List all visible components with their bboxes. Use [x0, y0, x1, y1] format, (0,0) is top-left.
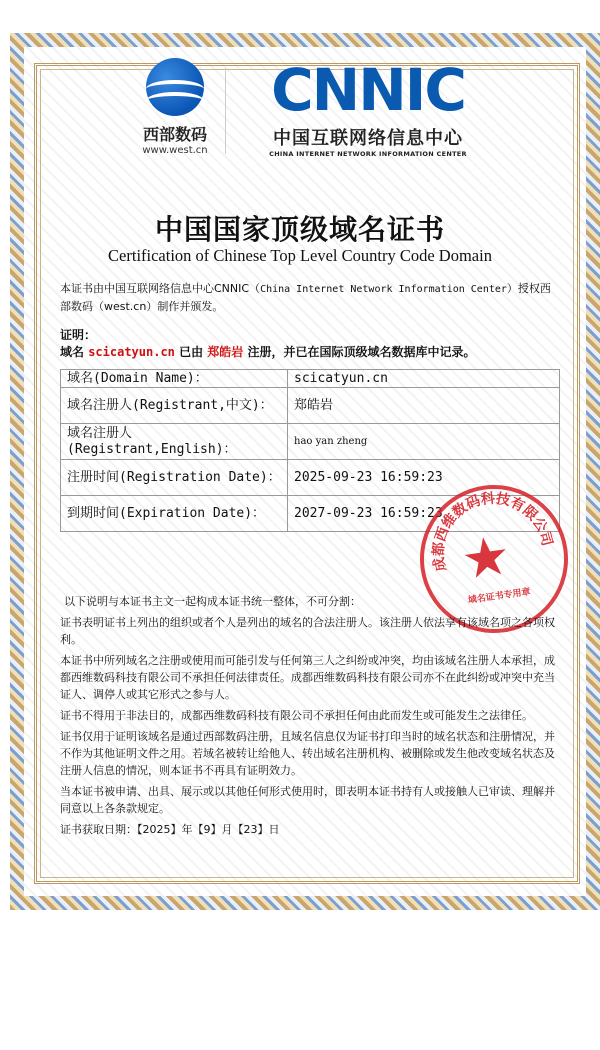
- row-key: 到期时间(Expiration Date)：: [61, 496, 288, 532]
- proof-label: 证明：: [60, 328, 97, 342]
- intro-text: [60, 280, 560, 315]
- west-logo-url: www.west.cn: [142, 145, 208, 156]
- row-value: hao yan zheng: [288, 424, 560, 460]
- row-value: scicatyun.cn: [288, 370, 560, 388]
- seal-ring-label: 成都西维数码科技有限公司: [430, 490, 555, 573]
- west-logo: [130, 58, 220, 156]
- intro-part1: 本证书由中国互联网络信息中心CNNIC（: [60, 282, 261, 295]
- row-key: 域名注册人(Registrant,中文)：: [61, 388, 288, 424]
- cnnic-logo-cn: 中国互联网络信息中心: [273, 128, 463, 149]
- intro-part2: ）授权西部数码（west.cn）制作并颁发。: [60, 282, 551, 313]
- row-key: 域名注册人(Registrant,English)：: [61, 424, 288, 460]
- row-value: 2025-09-23 16:59:23: [288, 460, 560, 496]
- proof-domain: scicatyun.cn: [88, 345, 175, 359]
- seal-sub-label: 域名证书专用章: [467, 587, 532, 606]
- proof-statement: [60, 343, 580, 360]
- intro-en: China Internet Network Information Center: [260, 284, 507, 295]
- terms-item: 当本证书被申请、出具、展示或以其他任何形式使用时，即表明本证书持有人或接触人已审读、理解并同意以上各条款规定。: [60, 785, 555, 815]
- west-globe-icon: [146, 58, 204, 116]
- row-key: 域名(Domain Name)：: [61, 370, 288, 388]
- terms-item: 证书表明证书上列出的组织或者个人是列出的域名的合法注册人。该注册人依法享有该域名项之各项权利。: [60, 616, 555, 646]
- issue-date: 证书获取日期：【2025】年【9】月【23】日: [60, 823, 280, 836]
- proof-suffix: 注册，并已在国际顶级域名数据库中记录。: [247, 345, 476, 359]
- cnnic-logo: [258, 56, 478, 158]
- proof-prefix: 域名: [60, 345, 85, 359]
- west-logo-name: 西部数码: [142, 125, 207, 144]
- terms-item: 证书仅用于证明该域名是通过西部数码注册，且域名信息仅为证书打印当时的域名状态和注册情况，并不作为其他证明文件之用。若域名被转让给他人、转出域名注册机构、被删除或发生他改变域名状态及注册人信息的情况，则本证书不再具有证明效力。: [60, 730, 555, 777]
- proof-middle: 已由: [179, 345, 204, 359]
- cnnic-logo-mark: CNNIC: [271, 56, 465, 124]
- terms-item: 证书不得用于非法目的，成都西维数码科技有限公司不承担任何由此而发生或可能发生之法律任。: [60, 709, 533, 722]
- table-row: [61, 388, 560, 424]
- star-icon: ★: [457, 523, 515, 593]
- terms-item: 本证书中所列域名之注册或使用而可能引发与任何第三人之纠纷或冲突，均由该域名注册人本承担，成都西维数码科技有限公司不承担任何法律责任。成都西维数码科技有限公司亦不在此纠纷或冲突中充当证人、调停人或其它形式之参与人。: [60, 654, 555, 701]
- table-row: [61, 424, 560, 460]
- certificate-title-en: Certification of Chinese Top Level Country Code Domain: [108, 246, 492, 265]
- terms-section: [60, 593, 560, 842]
- proof-registrant: 郑皓岩: [207, 345, 244, 359]
- logo-divider: [225, 68, 226, 154]
- table-row: [61, 370, 560, 388]
- certificate-title: 中国国家顶级域名证书: [154, 213, 445, 246]
- row-value: 2027-09-23 16:59:23: [288, 496, 560, 532]
- terms-heading: 以下说明与本证书主文一起构成本证书统一整体，不可分割：: [64, 595, 361, 608]
- row-value: 郑皓岩: [288, 388, 560, 424]
- row-key: 注册时间(Registration Date)：: [61, 460, 288, 496]
- cnnic-logo-en: CHINA INTERNET NETWORK INFORMATION CENTER: [269, 150, 467, 158]
